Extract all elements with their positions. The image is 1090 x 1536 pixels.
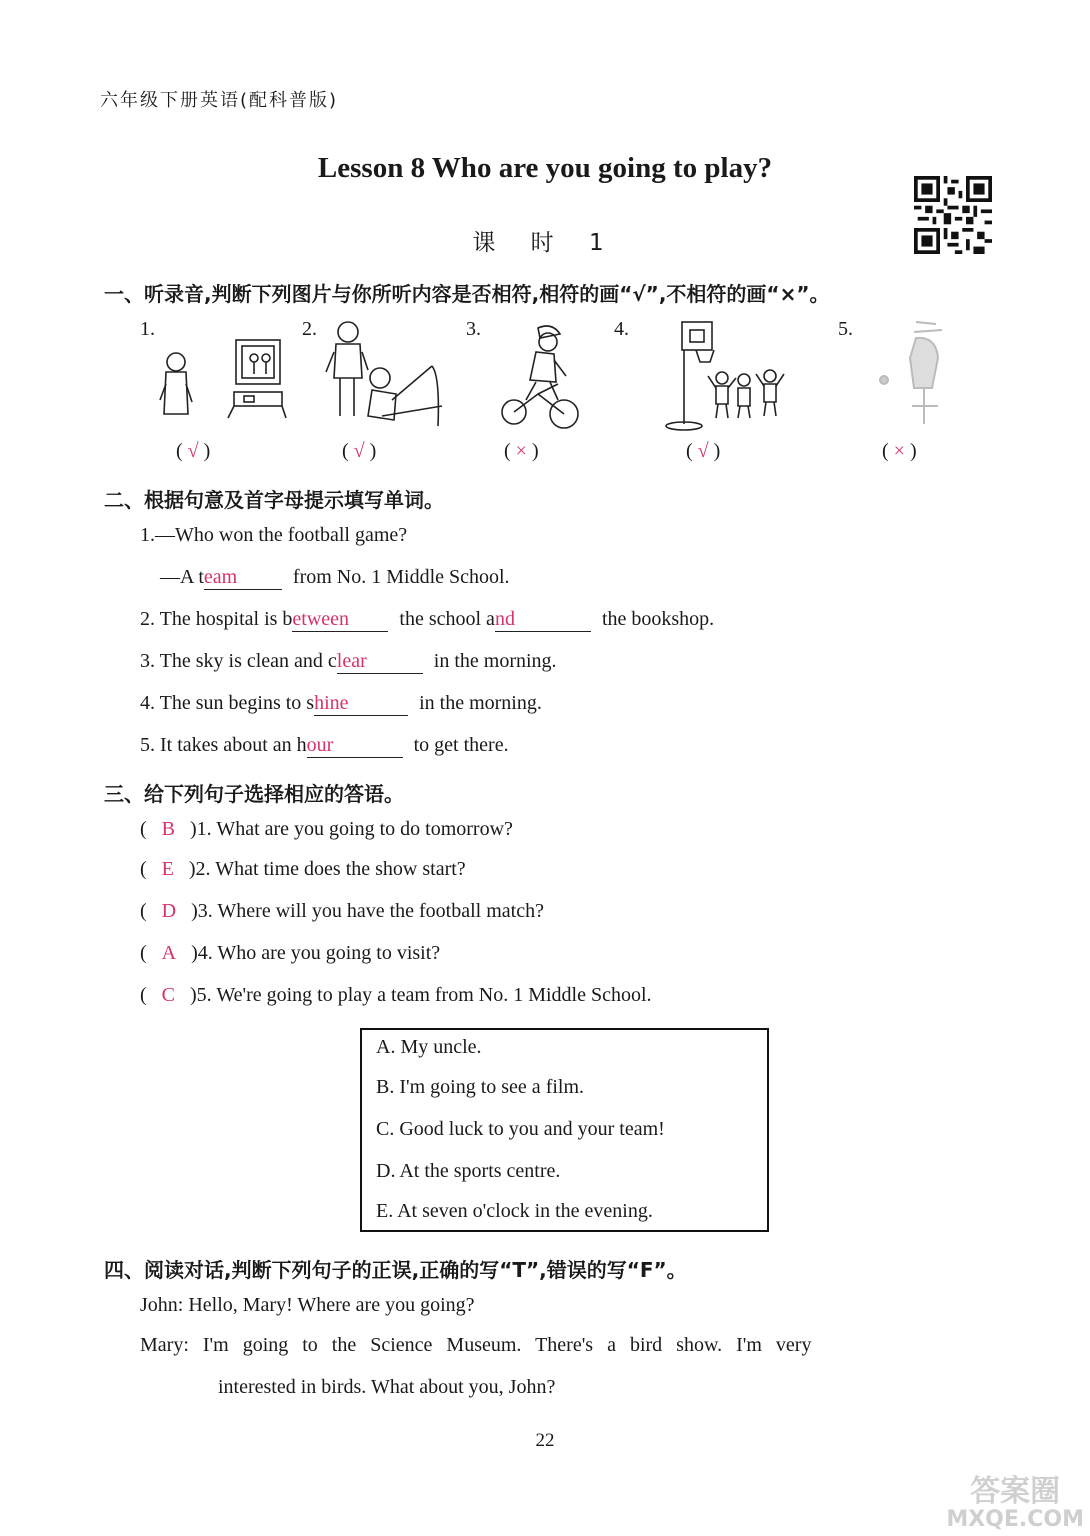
item-5-answer: × [893,440,905,462]
fill-q2-prefix: 2. The hospital is b [140,608,293,630]
fill-q4-answer: hine [314,692,349,714]
fill-q3-line [140,650,557,674]
fill-q2-answer-1: etween [292,608,350,630]
item-4-answer: √ [697,440,709,462]
item-5-answer-box: ( × ) [882,440,917,462]
watermark-top: 答案圈 [970,1473,1061,1509]
basketball-illustration [660,318,790,434]
option-b: B. I'm going to see a film. [376,1076,585,1098]
item-1-answer: √ [187,440,199,462]
blurred-figure-illustration [876,318,972,434]
bike-riding-illustration [500,320,582,432]
fill-q5-line [140,734,509,758]
match-q1-text: )1. What are you going to do tomorrow? [190,818,513,840]
fill-q3-suffix: in the morning. [433,650,557,672]
item-4-answer-box: ( √ ) [686,440,721,462]
option-d: D. At the sports centre. [376,1160,561,1182]
lesson-title: Lesson 8 Who are you going to play? [317,152,773,184]
item-3-number: 3. [466,318,481,340]
fill-q5-prefix: 5. It takes about an h [140,734,307,756]
girl-watching-tv-illustration [158,322,288,432]
match-q1: ( B )1. What are you going to do tomorrow? [140,818,513,840]
item-2-answer-box: ( √ ) [342,440,377,462]
dialogue-line-1: John: Hello, Mary! Where are you going? [140,1294,475,1316]
fishing-illustration [322,316,447,434]
match-q4-text: )4. Who are you going to visit? [191,942,441,964]
item-1-number: 1. [140,318,155,340]
match-q5-answer: C [161,984,176,1006]
match-q3-text: )3. Where will you have the football match? [191,900,544,922]
match-q1-answer: B [161,818,176,840]
fill-q2-line [140,608,714,632]
match-q3-answer: D [161,900,177,922]
match-q2: ( E )2. What time does the show start? [140,858,466,880]
item-3-answer-box: ( × ) [504,440,539,462]
match-q5-text: )5. We're going to play a team from No. 1 Middle School. [190,984,652,1006]
fill-q1-answer-line [160,566,510,590]
fill-q4-line [140,692,542,716]
section-1-heading: 一、听录音,判断下列图片与你所听内容是否相符,相符的画“√”,不相符的画“×”。 [104,282,830,306]
page-number: 22 [535,1430,555,1451]
fill-q4-prefix: 4. The sun begins to s [140,692,315,714]
match-q4-answer: A [161,942,177,964]
match-q4: ( A )4. Who are you going to visit? [140,942,441,964]
item-3-answer: × [515,440,527,462]
option-e: E. At seven o'clock in the evening. [376,1200,653,1222]
watermark-logo [946,1475,1084,1532]
match-q2-text: )2. What time does the show start? [188,858,466,880]
fill-q5-answer: our [306,734,334,756]
option-a: A. My uncle. [376,1036,482,1058]
match-q2-answer: E [161,858,174,880]
lesson-subtitle: 课 时 1 [472,230,618,256]
section-3-heading: 三、给下列句子选择相应的答语。 [104,782,404,806]
option-c: C. Good luck to you and your team! [376,1118,665,1140]
watermark-bottom: MXQE.COM [946,1506,1084,1532]
qr-code-icon [914,176,992,254]
item-5-number: 5. [838,318,853,340]
fill-q1-prefix: —A t [160,566,204,588]
fill-q3-prefix: 3. The sky is clean and c [140,650,337,672]
item-4-number: 4. [614,318,629,340]
item-1-answer-box: ( √ ) [176,440,211,462]
item-2-number: 2. [302,318,317,340]
fill-q2-suffix: the bookshop. [601,608,715,630]
fill-q2-middle: the school a [399,608,495,630]
fill-q5-suffix: to get there. [413,734,509,756]
fill-q3-answer: lear [336,650,367,672]
fill-q1-question: 1.—Who won the football game? [140,524,408,546]
fill-q1-suffix: from No. 1 Middle School. [292,566,510,588]
dialogue-line-2: Mary: I'm going to the Science Museum. There's a bird show. I'm very [140,1334,812,1356]
fill-q1-answer: eam [203,566,238,588]
match-q5: ( C )5. We're going to play a team from No. 1 Middle School. [140,984,652,1006]
fill-q2-answer-2: nd [494,608,515,630]
dialogue-line-3: interested in birds. What about you, John? [218,1376,556,1398]
fill-q4-suffix: in the morning. [419,692,542,714]
section-4-heading: 四、阅读对话,判断下列句子的正误,正确的写“T”,错误的写“F”。 [104,1258,687,1282]
match-q3: ( D )3. Where will you have the football match? [140,900,544,922]
book-header: 六年级下册英语(配科普版) [100,90,339,111]
section-2-heading: 二、根据句意及首字母提示填写单词。 [104,488,444,512]
item-2-answer: √ [353,440,365,462]
